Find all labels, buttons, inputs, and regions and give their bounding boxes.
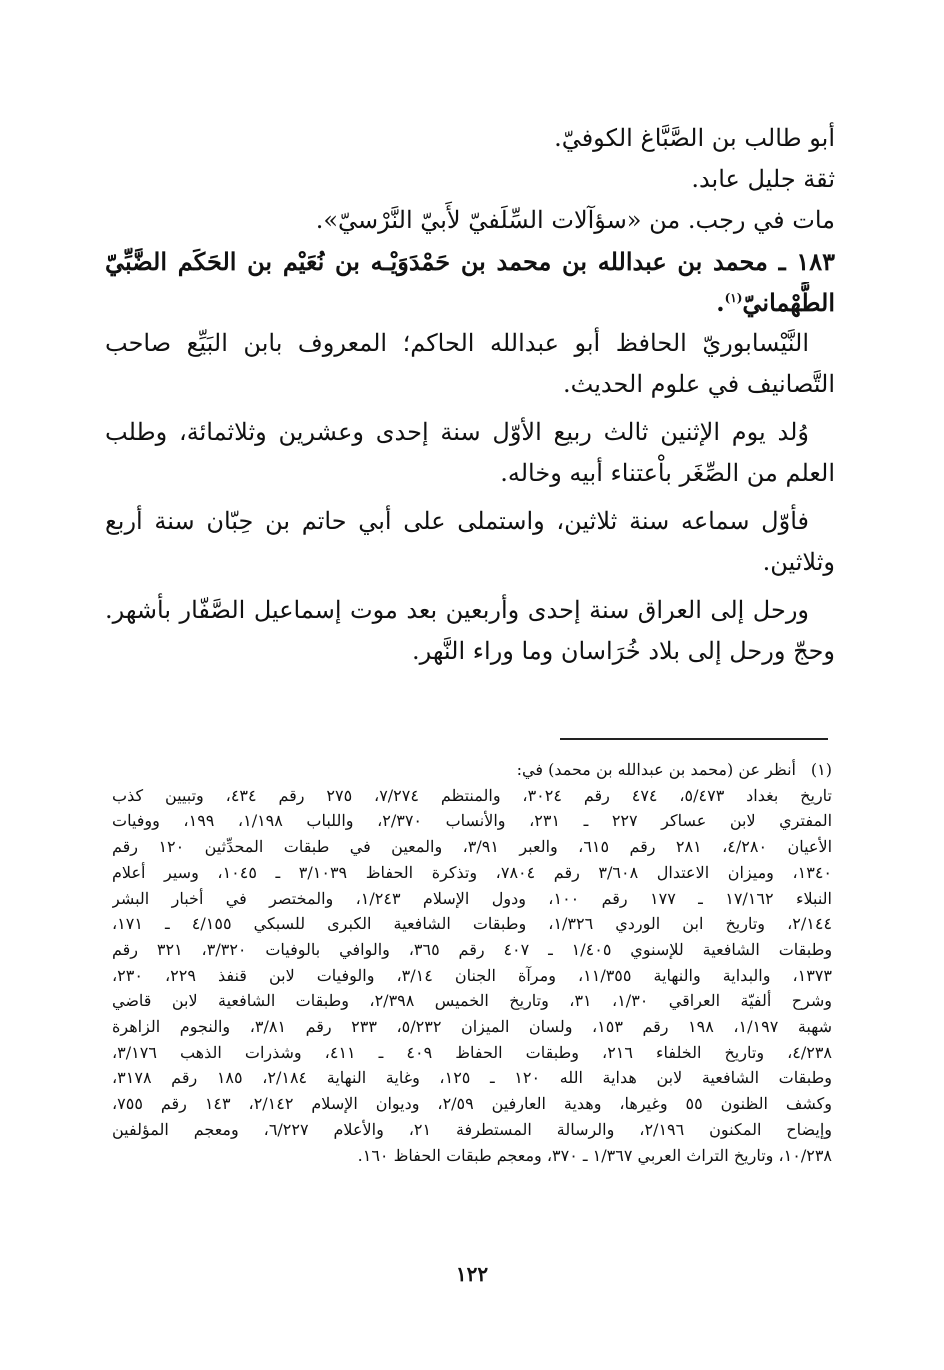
paragraph-line: وُلد يوم الإثنين ثالث ربيع الأوّل سنة إحدى وعشرين وثلاثمائة، وطلب	[105, 418, 810, 446]
main-text	[105, 118, 835, 672]
text-line: أبو طالب بن الصَّبَّاغ الكوفيّ.	[554, 124, 835, 152]
footnote-line: ١٠/٢٣٨، وتاريخ التراث العربي ١/٣٦٧ ـ ٣٧٠، ومعجم طبقات الحفاظ ١٦٠.	[357, 1145, 832, 1165]
text-line: مات في رجب. من «سؤآلات السِّلَفيّ لأَبيّ النَّرْسيّ».	[315, 206, 835, 234]
footnote-line: ٤/٢٣٨، وتاريخ الخلفاء ٢١٦، وطبقات الحفاظ ٤٠٩ ـ ٤١١، وشذرات الذهب ٣/١٧٦،	[112, 1042, 832, 1062]
footnote-line: وكشف الظنون ٥٥ وغيرها، وهدية العارفين ٢/٥٩، وديوان الإسلام ٢/١٤٢، ١٤٣ رقم ٧٥٥،	[112, 1094, 832, 1114]
footnote-line: وإيضاح المكنون ٢/١٩٦، والرسالة المستطرفة ٢١، والأعلام ٦/٢٢٧، ومعجم المؤلفين	[112, 1119, 832, 1139]
footnote-reference: (١)	[724, 291, 743, 305]
paragraph-line: ورحل إلى العراق سنة إحدى وأربعين بعد موت إسماعيل الصَّفّار بأشهر.	[105, 596, 809, 624]
footnote-line: وطبقات الشافعية للإسنوي ١/٤٠٥ ـ ٤٠٧ رقم ٣٦٥، والوافي بالوفيات ٣/٣٢٠، ٣٢١ رقم	[112, 939, 832, 959]
paragraph-line: النَّيْسابوريّ الحافظ أبو عبدالله الحاكم؛ المعروف بابن البَيِّع صاحب	[105, 329, 809, 357]
footnote-intro-line	[112, 757, 832, 783]
footnote-line: تاريخ بغداد ٥/٤٧٣، ٤٧٤ رقم ٣٠٢٤، والمنتظم ٧/٢٧٤، ٢٧٥ رقم ٤٣٤، وتبيين كذب	[112, 785, 832, 805]
footnote-marker: (١)	[810, 760, 832, 779]
footnote-line: ٢/١٤٤، وتاريخ ابن الوردي ١/٣٢٦، وطبقات الشافعية الكبرى للسبكي ٤/١٥٥ ـ ١٧١،	[112, 914, 832, 934]
footnote-line: وشرح ألفيّة العراقي ١/٣٠، ٣١، وتاريخ الخميس ٢/٣٩٨، وطبقات الشافعية لابن قاضي	[112, 991, 832, 1011]
footnotes	[112, 757, 832, 1168]
entry-heading-nisba: الطَّهْمانيّ	[742, 288, 835, 317]
text-line: ثقة جليل عابد.	[691, 165, 835, 193]
footnote-line: النبلاء ١٧/١٦٢ ـ ١٧٧ رقم ١٠٠، ودول الإسلام ١/٢٤٣، والمختصر في أخبار البشر	[112, 888, 832, 908]
paragraph-line: التَّصانيف في علوم الحديث.	[563, 370, 835, 398]
entry-heading-continuation: الطَّهْمانيّ$^{(١)}$.	[716, 288, 835, 317]
page-number: ١٢٢	[455, 1262, 489, 1286]
entry-heading: ١٨٣ ـ محمد بن عبدالله بن محمد بن حَمْدَوَيْـه بن نُعَيْم بن الحَكَم الضَّبِّيّ	[105, 247, 835, 276]
footnote-line: المفتري لابن عساكر ٢٢٧ ـ ٢٣١، والأنساب ٢/٣٧٠، واللباب ١/١٩٨، ١٩٩، ووفيات	[112, 811, 832, 831]
footnote-line: ١٣٧٣، والبداية والنهاية ١١/٣٥٥، ومرآة الجنان ٣/١٤، والوفيات لابن قنفذ ٢٢٩، ٢٣٠،	[112, 965, 832, 985]
footnote-line: شهبة ١/١٩٧، ١٩٨ رقم ١٥٣، ولسان الميزان ٥/٢٣٢، ٢٣٣ رقم ٣/٨١، والنجوم الزاهرة	[112, 1017, 832, 1037]
footnote-line: الأعيان ٤/٢٨٠، ٢٨١ رقم ٦١٥، والعبر ٣/٩١، والمعين في طبقات المحدِّثين ١٢٠ رقم	[112, 837, 832, 857]
paragraph-line: العلم من الصِّغَر باْعتناء أبيه وخاله.	[500, 459, 835, 487]
footnote-intro: أنظر عن (محمد بن عبدالله بن محمد) في:	[516, 760, 796, 779]
paragraph-line: وثلاثين.	[762, 548, 835, 576]
paragraph-line: وحجّ ورحل إلى بلاد خُرَاسان وما وراء النَّهر.	[411, 637, 835, 665]
paragraph-line: فأوّل سماعه سنة ثلاثين، واستملى على أبي حاتم بن حِبّان سنة أربع	[105, 507, 809, 535]
footnote-separator	[560, 738, 828, 740]
footnote-line: ١٣٤٠، وميزان الاعتدال ٣/٦٠٨ رقم ٧٨٠٤، وتذكرة الحفاظ ٣/١٠٣٩ ـ ١٠٤٥، وسير أعلام	[112, 862, 832, 882]
footnote-line: وطبقات الشافعية لابن هداية الله ١٢٠ ـ ١٢٥، وغاية النهاية ٢/١٨٤، ١٨٥ رقم ٣١٧٨،	[112, 1068, 832, 1088]
